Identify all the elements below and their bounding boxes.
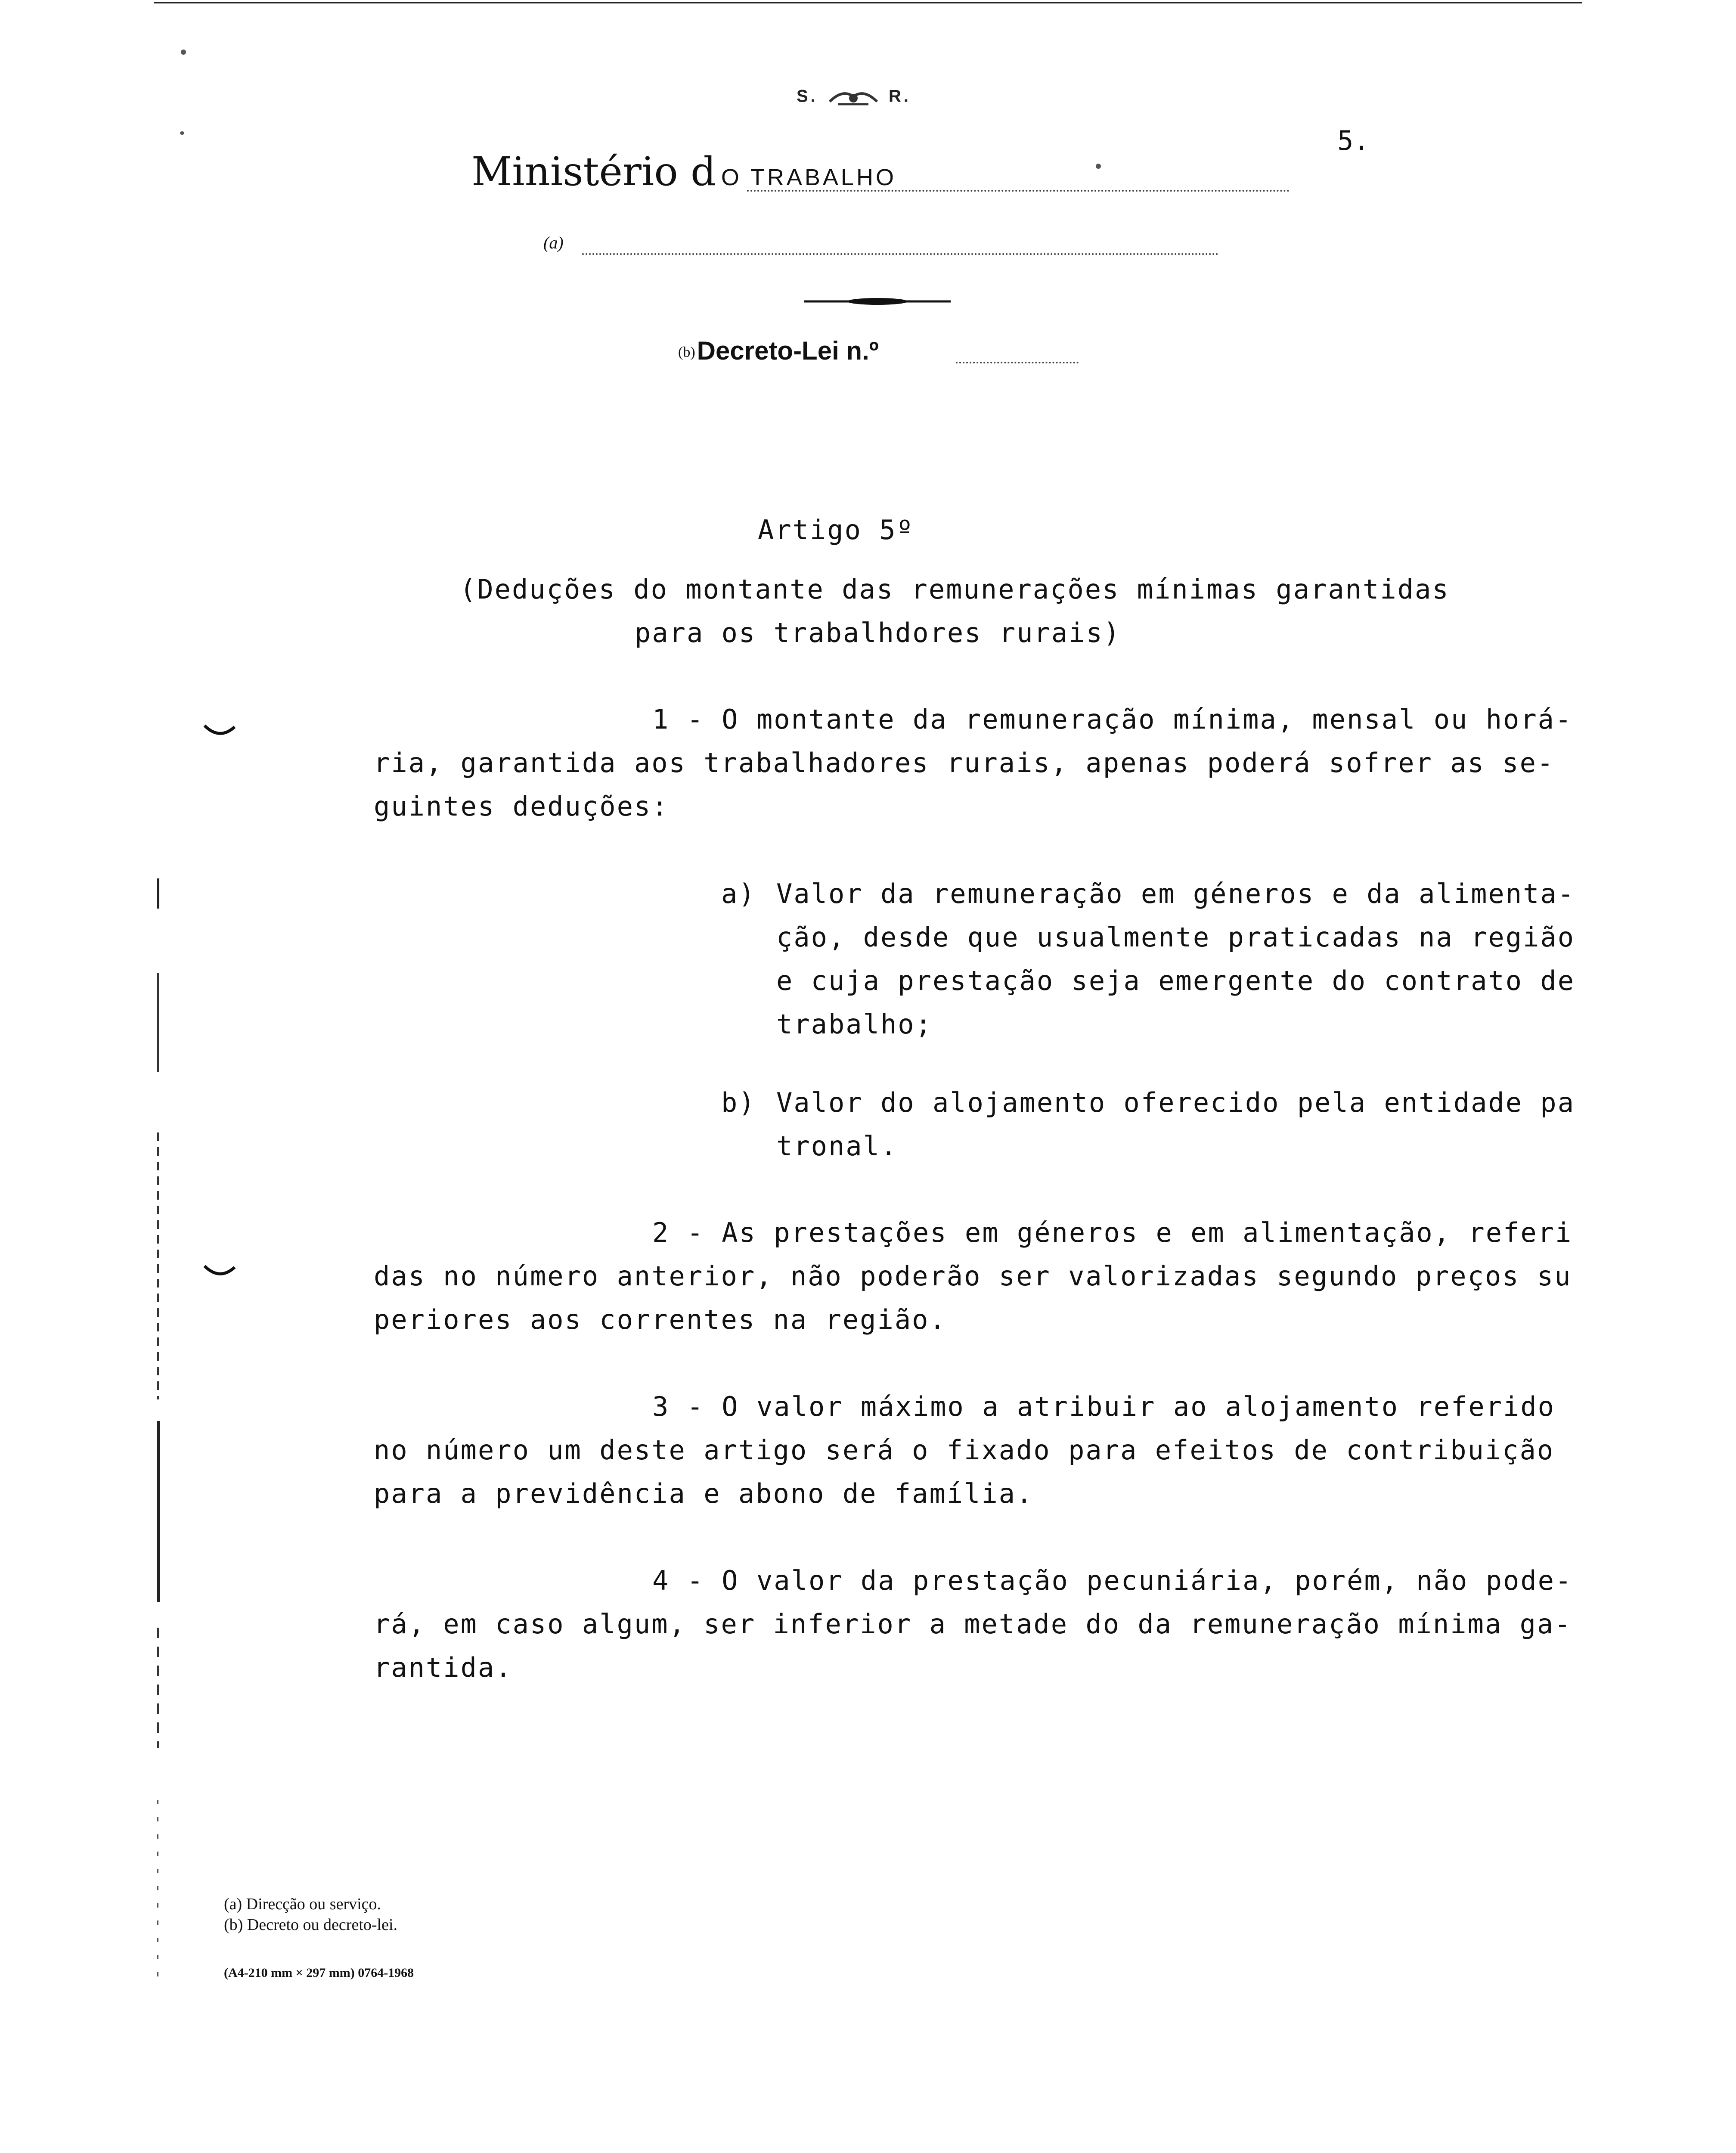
binding-mark xyxy=(157,1800,158,1981)
binding-mark xyxy=(157,973,159,1072)
article-subtitle-line: (Deduções do montante das remunerações mínimas garantidas xyxy=(460,574,1450,605)
item-a-line: e cuja prestação seja emergente do contrato de xyxy=(776,965,1575,996)
footnote-b: (b) Decreto ou decreto-lei. xyxy=(224,1916,398,1934)
form-imprint: (A4-210 mm × 297 mm) 0764-1968 xyxy=(224,1966,414,1980)
paragraph-3-line: no número um deste artigo será o fixado para efeitos de contribuição xyxy=(374,1434,1555,1466)
paragraph-2-line: 2 - As prestações em géneros e em alimentação, referi xyxy=(652,1217,1573,1248)
paper-speck xyxy=(181,50,186,55)
ministry-line xyxy=(471,149,1290,200)
article-title: Artigo 5º xyxy=(758,514,914,546)
top-border-line xyxy=(154,2,1582,3)
paragraph-2-line: periores aos correntes na região. xyxy=(374,1304,947,1335)
decree-dotted-line xyxy=(956,362,1079,363)
decree-tag: (b) xyxy=(678,344,695,360)
item-a-line: trabalho; xyxy=(776,1008,933,1040)
crest-left-letter: S. xyxy=(797,87,818,106)
paper-speck xyxy=(180,131,184,135)
service-field xyxy=(543,233,1218,263)
decree-line xyxy=(678,336,1079,370)
ministry-label: Ministério d xyxy=(471,149,716,195)
page-number: 5. xyxy=(1337,125,1370,156)
item-a-line: Valor da remuneração em géneros e da alimenta- xyxy=(776,878,1575,909)
decree-label: Decreto-Lei n.º xyxy=(697,336,879,365)
ministry-value: O TRABALHO xyxy=(721,164,896,190)
ornament-divider xyxy=(804,297,951,306)
item-a-line: ção, desde que usualmente praticadas na região xyxy=(776,921,1575,953)
paragraph-3-line: 3 - O valor máximo a atribuir ao alojamento referido xyxy=(652,1391,1556,1422)
crest-right-letter: R. xyxy=(889,87,911,106)
paragraph-1-line: ria, garantida aos trabalhadores rurais, apenas poderá sofrer as se- xyxy=(374,747,1555,779)
service-dotted-line xyxy=(582,253,1218,255)
paragraph-1-line: 1 - O montante da remuneração mínima, mensal ou horá- xyxy=(652,704,1573,735)
binding-mark xyxy=(157,1132,159,1399)
paragraph-2-line: das no número anterior, não poderão ser valorizadas segundo preços su xyxy=(374,1260,1572,1292)
paragraph-3-line: para a previdência e abono de família. xyxy=(374,1478,1034,1509)
article-subtitle-line: para os trabalhdores rurais) xyxy=(635,617,1121,648)
item-b-line: Valor do alojamento oferecido pela entidade pa xyxy=(776,1087,1575,1118)
item-a-label: a) xyxy=(721,878,756,909)
binding-mark xyxy=(157,1628,159,1748)
paper-speck xyxy=(1096,164,1101,169)
paragraph-4-line: rantida. xyxy=(374,1652,513,1683)
margin-tick-icon xyxy=(202,1264,237,1281)
crest-emblem-icon xyxy=(825,84,881,110)
item-b-label: b) xyxy=(721,1087,756,1118)
margin-tick-icon xyxy=(202,723,237,741)
binding-mark xyxy=(157,1421,160,1602)
footnote-a: (a) Direcção ou serviço. xyxy=(224,1895,381,1913)
paragraph-1-line: guintes deduções: xyxy=(374,791,669,822)
paragraph-4-line: rá, em caso algum, ser inferior a metade do da remuneração mínima ga- xyxy=(374,1608,1572,1640)
binding-mark xyxy=(157,878,159,909)
item-b-line: tronal. xyxy=(776,1130,898,1162)
service-field-tag: (a) xyxy=(543,233,564,252)
paragraph-4-line: 4 - O valor da prestação pecuniária, porém, não pode- xyxy=(652,1565,1573,1596)
state-crest xyxy=(797,84,911,110)
ministry-dotted-line xyxy=(747,190,1290,192)
